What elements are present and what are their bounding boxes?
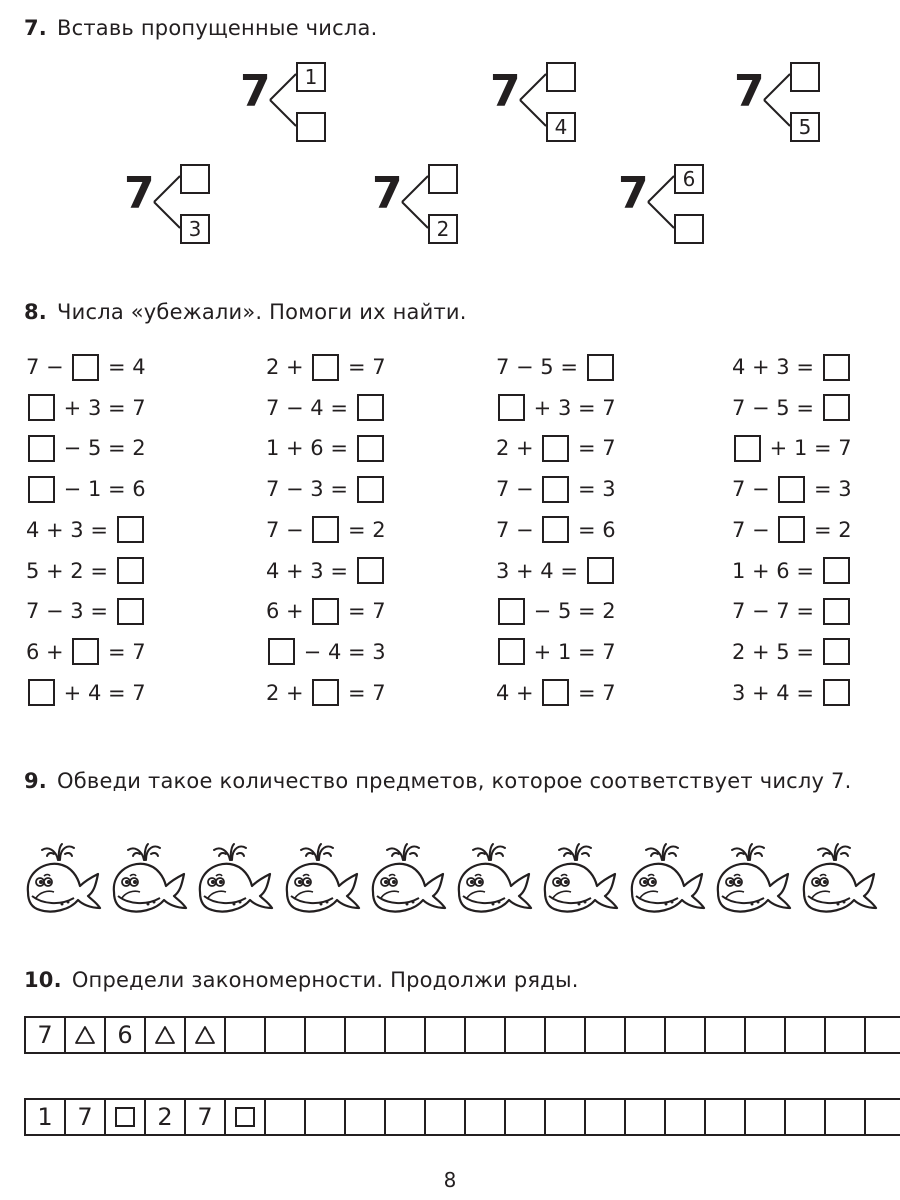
equation: − 4 = 3 bbox=[266, 637, 386, 667]
whale-icon[interactable] bbox=[535, 840, 619, 916]
answer-box[interactable] bbox=[542, 516, 569, 543]
equation: 7 − 5 = bbox=[496, 352, 616, 382]
pattern-cell[interactable] bbox=[586, 1098, 626, 1136]
square-icon[interactable] bbox=[226, 1098, 266, 1136]
whole-number: 7 bbox=[734, 66, 765, 117]
equation: 6 + = 7 bbox=[26, 639, 146, 664]
pattern-cell[interactable] bbox=[746, 1016, 786, 1054]
answer-box[interactable] bbox=[823, 354, 850, 381]
equation: − 1 = 6 bbox=[26, 474, 146, 504]
equation: 7 − = 2 bbox=[266, 517, 386, 542]
whale-icon[interactable] bbox=[190, 840, 274, 916]
pattern-cell[interactable] bbox=[466, 1098, 506, 1136]
pattern-row-1 bbox=[24, 1016, 900, 1054]
pattern-cell[interactable]: 1 bbox=[26, 1098, 66, 1136]
pattern-cell[interactable] bbox=[866, 1016, 900, 1054]
pattern-cell[interactable] bbox=[746, 1098, 786, 1136]
task8-text: Числа «убежали». Помоги их найти. bbox=[57, 300, 467, 324]
equation: 1 + 6 = bbox=[732, 556, 852, 586]
equation: 7 − = 2 bbox=[732, 517, 852, 542]
pattern-cell[interactable] bbox=[466, 1016, 506, 1054]
bottom-part-box[interactable]: 3 bbox=[180, 214, 210, 244]
answer-box[interactable] bbox=[498, 394, 525, 421]
pattern-cell[interactable] bbox=[506, 1098, 546, 1136]
answer-box[interactable] bbox=[357, 394, 384, 421]
whole-number: 7 bbox=[124, 168, 155, 219]
pattern-cell[interactable] bbox=[266, 1098, 306, 1136]
answer-box[interactable] bbox=[72, 638, 99, 665]
number-decomposition bbox=[240, 62, 360, 142]
pattern-cell[interactable] bbox=[386, 1098, 426, 1136]
pattern-cell[interactable]: 2 bbox=[146, 1098, 186, 1136]
pattern-cell[interactable] bbox=[626, 1016, 666, 1054]
whale-icon[interactable] bbox=[18, 840, 102, 916]
answer-box[interactable] bbox=[542, 679, 569, 706]
pattern-row-2 bbox=[24, 1098, 900, 1136]
bottom-part-box[interactable] bbox=[296, 112, 326, 142]
equation: 2 + = 7 bbox=[266, 355, 386, 379]
answer-box[interactable] bbox=[542, 435, 569, 462]
answer-box[interactable] bbox=[823, 638, 850, 665]
pattern-cell[interactable] bbox=[706, 1016, 746, 1054]
equation: 1 + 6 = bbox=[266, 433, 386, 463]
pattern-cell[interactable]: 7 bbox=[66, 1098, 106, 1136]
equation: 2 + 5 = bbox=[732, 637, 852, 667]
equation: 7 − 3 = bbox=[26, 596, 146, 626]
bottom-part-box[interactable]: 2 bbox=[428, 214, 458, 244]
whale-icon[interactable] bbox=[277, 840, 361, 916]
top-part-box[interactable] bbox=[428, 164, 458, 194]
task10-number: 10. bbox=[24, 968, 62, 992]
equation: 7 − 7 = bbox=[732, 596, 852, 626]
pattern-cell[interactable] bbox=[506, 1016, 546, 1054]
whole-number: 7 bbox=[240, 66, 271, 117]
task7-text: Вставь пропущенные числа. bbox=[57, 16, 378, 40]
answer-box[interactable] bbox=[312, 354, 339, 381]
answer-box[interactable] bbox=[778, 476, 805, 503]
whole-number: 7 bbox=[372, 168, 403, 219]
equation: 3 + 4 = bbox=[732, 678, 852, 708]
triangle-icon[interactable] bbox=[186, 1016, 226, 1054]
answer-box[interactable] bbox=[28, 679, 55, 706]
answer-box[interactable] bbox=[72, 354, 99, 381]
pattern-cell[interactable] bbox=[306, 1098, 346, 1136]
answer-box[interactable] bbox=[823, 557, 850, 584]
task9-text: Обведи такое количество предметов, которое соответствует числу 7. bbox=[57, 769, 852, 793]
triangle-icon[interactable] bbox=[66, 1016, 106, 1054]
branch-lines bbox=[152, 164, 182, 244]
answer-box[interactable] bbox=[357, 435, 384, 462]
answer-box[interactable] bbox=[28, 394, 55, 421]
equation: 7 − = 3 bbox=[496, 477, 616, 502]
pattern-cell[interactable] bbox=[346, 1016, 386, 1054]
answer-box[interactable] bbox=[542, 476, 569, 503]
equation: 2 + = 7 bbox=[266, 680, 386, 705]
answer-box[interactable] bbox=[28, 476, 55, 503]
number-decomposition bbox=[734, 62, 854, 142]
top-part-box[interactable] bbox=[180, 164, 210, 194]
number-decomposition bbox=[372, 164, 492, 244]
equation: 7 − = 4 bbox=[26, 355, 146, 379]
answer-box[interactable] bbox=[778, 516, 805, 543]
pattern-cell[interactable] bbox=[826, 1098, 866, 1136]
pattern-cell[interactable]: 6 bbox=[106, 1016, 146, 1054]
number-decomposition bbox=[124, 164, 244, 244]
task9-title bbox=[24, 764, 876, 798]
equation: 5 + 2 = bbox=[26, 556, 146, 586]
answer-box[interactable] bbox=[117, 516, 144, 543]
pattern-cell[interactable] bbox=[666, 1098, 706, 1136]
task7-title bbox=[24, 16, 377, 40]
pattern-cell[interactable] bbox=[586, 1016, 626, 1054]
whale-icon[interactable] bbox=[794, 840, 878, 916]
pattern-cell[interactable]: 7 bbox=[26, 1016, 66, 1054]
answer-box[interactable] bbox=[498, 638, 525, 665]
number-decomposition bbox=[618, 164, 738, 244]
pattern-cell[interactable] bbox=[386, 1016, 426, 1054]
equation: 7 − = 3 bbox=[732, 477, 852, 502]
pattern-cell[interactable] bbox=[666, 1016, 706, 1054]
answer-box[interactable] bbox=[268, 638, 295, 665]
branch-lines bbox=[518, 62, 548, 142]
pattern-cell[interactable] bbox=[266, 1016, 306, 1054]
equation: 7 − 3 = bbox=[266, 474, 386, 504]
answer-box[interactable] bbox=[357, 557, 384, 584]
whale-icon[interactable] bbox=[104, 840, 188, 916]
pattern-cell[interactable] bbox=[626, 1098, 666, 1136]
equation: + 3 = 7 bbox=[26, 393, 146, 423]
answer-box[interactable] bbox=[117, 598, 144, 625]
equation: + 4 = 7 bbox=[26, 678, 146, 708]
pattern-cell[interactable] bbox=[546, 1016, 586, 1054]
pattern-cell[interactable] bbox=[786, 1016, 826, 1054]
whale-icon[interactable] bbox=[622, 840, 706, 916]
top-part-box[interactable]: 6 bbox=[674, 164, 704, 194]
answer-box[interactable] bbox=[498, 598, 525, 625]
equation: + 1 = 7 bbox=[496, 637, 616, 667]
pattern-cell[interactable]: 7 bbox=[186, 1098, 226, 1136]
equation: 4 + = 7 bbox=[496, 680, 616, 705]
pattern-cell[interactable] bbox=[706, 1098, 746, 1136]
task10-text: Определи закономерности. Продолжи ряды. bbox=[71, 968, 579, 992]
bottom-part-box[interactable]: 5 bbox=[790, 112, 820, 142]
answer-box[interactable] bbox=[312, 679, 339, 706]
branch-lines bbox=[646, 164, 676, 244]
branch-lines bbox=[400, 164, 430, 244]
pattern-cell[interactable] bbox=[346, 1098, 386, 1136]
equation: − 5 = 2 bbox=[26, 433, 146, 463]
bottom-part-box[interactable] bbox=[674, 214, 704, 244]
whale-icon[interactable] bbox=[449, 840, 533, 916]
equation: 4 + 3 = bbox=[26, 515, 146, 545]
answer-box[interactable] bbox=[312, 516, 339, 543]
page-number: 8 bbox=[443, 1168, 457, 1192]
branch-lines bbox=[268, 62, 298, 142]
answer-box[interactable] bbox=[734, 435, 761, 462]
equation: 4 + 3 = bbox=[732, 352, 852, 382]
whole-number: 7 bbox=[618, 168, 649, 219]
answer-box[interactable] bbox=[823, 679, 850, 706]
number-decomposition bbox=[490, 62, 610, 142]
answer-box[interactable] bbox=[823, 394, 850, 421]
equation: 4 + 3 = bbox=[266, 556, 386, 586]
equation: 7 − = 6 bbox=[496, 517, 616, 542]
pattern-cell[interactable] bbox=[306, 1016, 346, 1054]
top-part-box[interactable] bbox=[546, 62, 576, 92]
pattern-cell[interactable] bbox=[866, 1098, 900, 1136]
whale-row bbox=[18, 840, 878, 916]
pattern-cell[interactable] bbox=[426, 1098, 466, 1136]
top-part-box[interactable]: 1 bbox=[296, 62, 326, 92]
whale-icon[interactable] bbox=[708, 840, 792, 916]
equation: − 5 = 2 bbox=[496, 596, 616, 626]
whole-number: 7 bbox=[490, 66, 521, 117]
equation: 6 + = 7 bbox=[266, 599, 386, 624]
answer-box[interactable] bbox=[587, 354, 614, 381]
pattern-cell[interactable] bbox=[426, 1016, 466, 1054]
square-icon[interactable] bbox=[106, 1098, 146, 1136]
pattern-cell[interactable] bbox=[226, 1016, 266, 1054]
answer-box[interactable] bbox=[28, 435, 55, 462]
bottom-part-box[interactable]: 4 bbox=[546, 112, 576, 142]
whale-icon[interactable] bbox=[363, 840, 447, 916]
top-part-box[interactable] bbox=[790, 62, 820, 92]
pattern-cell[interactable] bbox=[546, 1098, 586, 1136]
equation: 3 + 4 = bbox=[496, 556, 616, 586]
task8-number: 8. bbox=[24, 300, 47, 324]
triangle-icon[interactable] bbox=[146, 1016, 186, 1054]
answer-box[interactable] bbox=[587, 557, 614, 584]
equation: 7 − 5 = bbox=[732, 393, 852, 423]
answer-box[interactable] bbox=[312, 598, 339, 625]
pattern-cell[interactable] bbox=[786, 1098, 826, 1136]
branch-lines bbox=[762, 62, 792, 142]
task9-number: 9. bbox=[24, 769, 47, 793]
pattern-cell[interactable] bbox=[826, 1016, 866, 1054]
task10-title bbox=[24, 968, 579, 992]
task8-title bbox=[24, 300, 467, 324]
equation: + 1 = 7 bbox=[732, 433, 852, 463]
equation: + 3 = 7 bbox=[496, 393, 616, 423]
task7-number: 7. bbox=[24, 16, 47, 40]
answer-box[interactable] bbox=[357, 476, 384, 503]
equation: 7 − 4 = bbox=[266, 393, 386, 423]
answer-box[interactable] bbox=[823, 598, 850, 625]
equation: 2 + = 7 bbox=[496, 436, 616, 461]
answer-box[interactable] bbox=[117, 557, 144, 584]
